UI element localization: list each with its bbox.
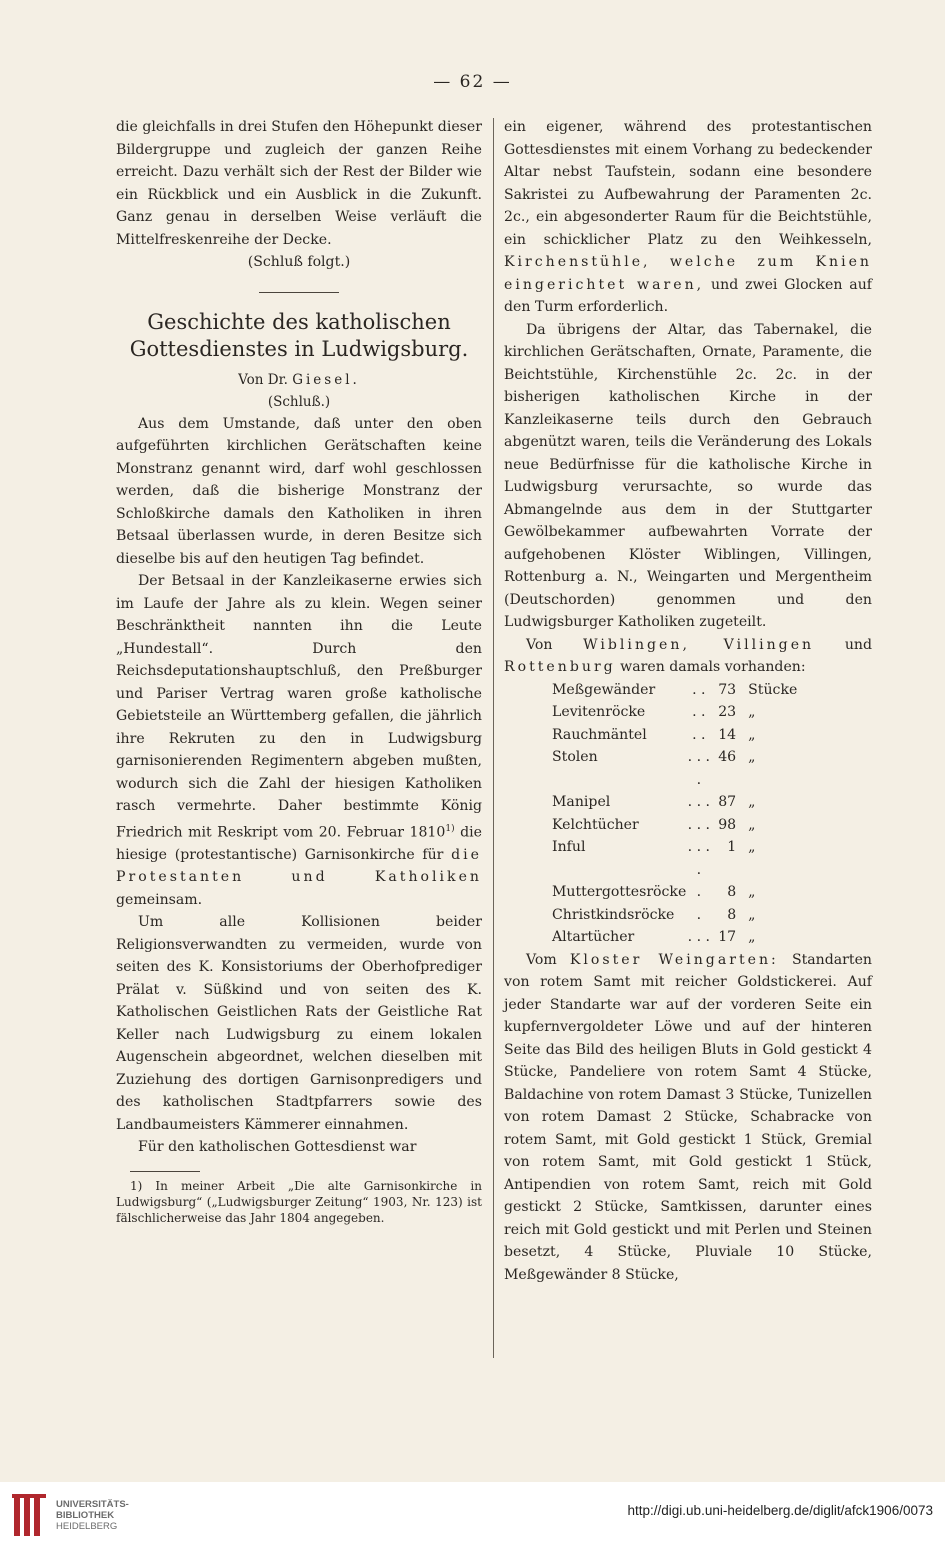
continuation-note: (Schluß folgt.) bbox=[247, 254, 351, 270]
inventory-item: Manipel bbox=[552, 794, 611, 810]
inventory-row bbox=[552, 791, 802, 814]
inventory-count: 73 bbox=[718, 681, 737, 698]
inventory-row bbox=[552, 926, 802, 949]
inventory-dots: . bbox=[696, 906, 702, 923]
inventory-dots: . . bbox=[692, 726, 706, 743]
library-name-line: UNIVERSITÄTS- bbox=[56, 1499, 129, 1510]
inventory-count: 46 bbox=[718, 749, 737, 765]
paragraph: Aus dem Umstande, daß unter den oben aufgeführten kirchlichen Gerätschaften keine Monstranz genannt wird, darf wohl geschlossen werden, daß die bisherige Monstranz der Schloßkirche damals den Katholiken in ihren Betsaal überlassen wurde, in deren Besitze sich dieselbe bis auf den heutigen Tag befindet. bbox=[116, 415, 482, 567]
spaced-emphasis: Kirchenstühle, welche zum Knien eingerichtet waren, bbox=[504, 254, 872, 293]
column-divider bbox=[493, 118, 494, 1358]
source-url-link[interactable]: http://digi.ub.uni-heidelberg.de/diglit/afck1906/0073 bbox=[627, 1503, 933, 1518]
paragraph-text: die hiesige (protestantische) Garnisonkirche für bbox=[116, 824, 482, 863]
inventory-row bbox=[552, 724, 802, 747]
inventory-dots: . . . . bbox=[687, 749, 711, 788]
inventory-item: Altartücher bbox=[552, 929, 635, 945]
paragraph-text: Vom bbox=[526, 951, 557, 968]
inventory-unit: „ bbox=[748, 816, 756, 833]
footnote: 1) In meiner Arbeit „Die alte Garnisonkirche in Ludwigsburg“ („Ludwigsburger Zeitung“ 1903, Nr. 123) ist fälschlicherweise das Jahr 1804 angegeben. bbox=[116, 1178, 482, 1225]
inventory-dots: . . bbox=[692, 704, 706, 720]
footnote-rule bbox=[130, 1171, 200, 1172]
inventory-row bbox=[552, 814, 802, 837]
article-title: Geschichte des katholischen Gottesdienstes in Ludwigsburg. bbox=[129, 309, 469, 361]
inventory-item: Inful bbox=[552, 839, 586, 855]
inventory-count: 1 bbox=[727, 839, 737, 855]
library-name bbox=[56, 1499, 129, 1532]
inventory-unit: Stücke bbox=[748, 681, 798, 698]
conclusion-note: (Schluß.) bbox=[267, 393, 331, 410]
paragraph-text: Der Betsaal in der Kanzleikaserne erwies sich im Laufe der Jahre als zu klein. Wegen seiner Beschränktheit nannten ihn die Leute „Hundestall“. Durch den Reichsdeputationshauptschluß, den Preßburger und Pariser Vertrag waren große katholische Gebietsteile an Württemberg gefallen, die jährlich ihre Rekruten zu den in Ludwigsburg garnisonierenden Regimentern abgeben mußten, wodurch sich die Zahl der hiesigen Katholiken rasch vermehrte. Daher bestimmte König Friedrich mit Reskript vom 20. Februar 1810 bbox=[116, 573, 482, 841]
spaced-emphasis: Rottenburg bbox=[504, 659, 616, 675]
inventory-count: 14 bbox=[718, 726, 737, 743]
inventory-row bbox=[552, 746, 802, 791]
inventory-table bbox=[552, 679, 802, 949]
inventory-count: 98 bbox=[718, 816, 737, 833]
paragraph bbox=[504, 949, 872, 1287]
paragraph-text: und bbox=[814, 636, 872, 653]
inventory-row bbox=[552, 701, 802, 724]
inventory-unit: „ bbox=[748, 704, 756, 720]
library-name-line: BIBLIOTHEK bbox=[56, 1510, 115, 1521]
footer-bar bbox=[0, 1482, 945, 1552]
inventory-dots: . . . . bbox=[687, 839, 711, 878]
opening-paragraph: die gleichfalls in drei Stufen den Höhepunkt dieser Bildergruppe und zugleich der ganzen Reihe erreicht. Dazu verhält sich der Rest der Bilder wie ein Rückblick und ein Ausblick in die Zukunft. Ganz genau in derselben Weise verläuft die Mittelfreskenreihe der Decke. bbox=[116, 119, 482, 248]
inventory-count: 23 bbox=[718, 704, 737, 720]
inventory-row bbox=[552, 904, 802, 927]
author-line bbox=[116, 369, 482, 391]
library-name-line: HEIDELBERG bbox=[56, 1521, 118, 1532]
inventory-item: Christkindsröcke bbox=[552, 906, 675, 923]
inventory-row bbox=[552, 679, 802, 702]
paragraph-text: ein eigener, während des protestantischen Gottesdienstes mit einem Vorhang zu bedeckender Altar nebst Taufstein, sodann eine besondere Sakristei zu Aufbewahrung der Paramenten 2c. 2c., ein abgesonderter Raum für die Beichtstühle, ein schicklicher Platz zu den Weihkesseln, bbox=[504, 119, 872, 248]
inventory-unit: „ bbox=[748, 906, 756, 923]
inventory-dots: . . . bbox=[687, 794, 711, 810]
inventory-dots: . bbox=[696, 884, 702, 900]
inventory-item: Levitenröcke bbox=[552, 704, 646, 720]
inventory-row bbox=[552, 881, 802, 904]
paragraph-text: Von bbox=[526, 636, 553, 653]
section-rule bbox=[259, 292, 339, 293]
inventory-unit: „ bbox=[748, 794, 756, 810]
author-prefix: Von Dr. bbox=[238, 371, 288, 388]
inventory-dots: . . . bbox=[687, 929, 711, 945]
paragraph-text: waren damals vorhanden: bbox=[615, 659, 806, 675]
inventory-count: 17 bbox=[718, 929, 737, 945]
inventory-unit: „ bbox=[748, 884, 756, 900]
paragraph: Um alle Kollisionen beider Religionsverwandten zu vermeiden, wurde von seiten des K. Konsistoriums der Oberhofprediger Prälat v. Süßkind und von seiten des K. Katholischen Geistlichen Rats der Geistliche Rat Keller nach Ludwigsburg zu einem lokalen Augenschein abgeordnet, welchen dieselben mit Zuziehung des dortigen Garnisonpredigers und des katholischen Stadtpfarrers sowie des Landbaumeisters Kämmerer einnahmen. bbox=[116, 914, 482, 1133]
inventory-row bbox=[552, 836, 802, 881]
right-column bbox=[504, 116, 872, 1286]
paragraph: Für den katholischen Gottesdienst war bbox=[138, 1139, 417, 1156]
inventory-count: 87 bbox=[718, 794, 737, 810]
author-name: Giesel. bbox=[292, 371, 360, 388]
paragraph: Da übrigens der Altar, das Tabernakel, die kirchlichen Gerätschaften, Ornate, Paramente, die Beichtstühle, Kirchenstühle 2c. 2c. in der bisherigen katholischen Kirche in der Kanzleikaserne teils durch den Gebrauch abgenützt waren, teils die Veränderung des Lokals neue Bedürfnisse für die katholische Kirche in Ludwigsburg verursachte, so wurde das Abmangelnde aus dem in der Stuttgarter Gewölbekammer aufbewahrten Vorrate der aufgehobenen Klöster Wiblingen, Villingen, Rottenburg a. N., Weingarten und Mergentheim (Deutschorden) genommen und den Ludwigsburger Katholiken zugeteilt. bbox=[504, 321, 872, 630]
spaced-emphasis: die Protestanten und Katholiken bbox=[116, 846, 482, 886]
spaced-emphasis: Wiblingen, Villingen bbox=[583, 636, 815, 653]
inventory-unit: „ bbox=[748, 839, 756, 855]
inventory-dots: . . bbox=[692, 681, 706, 698]
paragraph bbox=[116, 570, 482, 911]
inventory-unit: „ bbox=[748, 726, 756, 743]
inventory-unit: „ bbox=[748, 929, 756, 945]
paragraph bbox=[504, 634, 872, 679]
inventory-item: Rauchmäntel bbox=[552, 726, 647, 743]
footnote-ref: 1) bbox=[445, 823, 455, 834]
spaced-emphasis: Kloster Weingarten: bbox=[569, 951, 779, 968]
paragraph-text: und zwei Glocken auf den Turm erforderlich. bbox=[504, 276, 872, 315]
inventory-item: Meßgewänder bbox=[552, 681, 656, 698]
university-library-logo-icon bbox=[12, 1494, 48, 1540]
page-number: — 62 — bbox=[433, 72, 512, 92]
inventory-count: 8 bbox=[727, 884, 737, 900]
inventory-dots: . . . bbox=[687, 816, 711, 833]
left-column bbox=[116, 116, 482, 1226]
inventory-unit: „ bbox=[748, 749, 756, 765]
paragraph-text: gemeinsam. bbox=[116, 891, 203, 908]
inventory-item: Muttergottesröcke bbox=[552, 884, 687, 900]
inventory-item: Stolen bbox=[552, 749, 598, 765]
paragraph bbox=[504, 116, 872, 319]
paragraph-text: Standarten von rotem Samt mit reicher Goldstickerei. Auf jeder Standarte war auf der vorderen Seite ein kupfernvergoldeter Löwe und auf der hinteren Seite das Bild des heiligen Bluts in Gold gestickt 4 Stücke, Pandeliere von rotem Samt 4 Stücke, Baldachine von rotem Damast 3 Stücke, Tunizellen von rotem Damast 2 Stücke, Schabracke von rotem Samt, mit Gold gestickt 1 Stück, Gremial von rotem Samt, mit Gold gestickt 1 Stück, Antipendien von rotem Samt, reich mit Gold gestickt 2 Stücke, Samtkissen, darunter eines reich mit Gold gestickt und mit Perlen und Steinen besetzt, 4 Stücke, Pluviale 10 Stücke, Meßgewänder 8 Stücke, bbox=[504, 951, 872, 1283]
inventory-count: 8 bbox=[727, 906, 737, 923]
inventory-item: Kelchtücher bbox=[552, 816, 639, 833]
